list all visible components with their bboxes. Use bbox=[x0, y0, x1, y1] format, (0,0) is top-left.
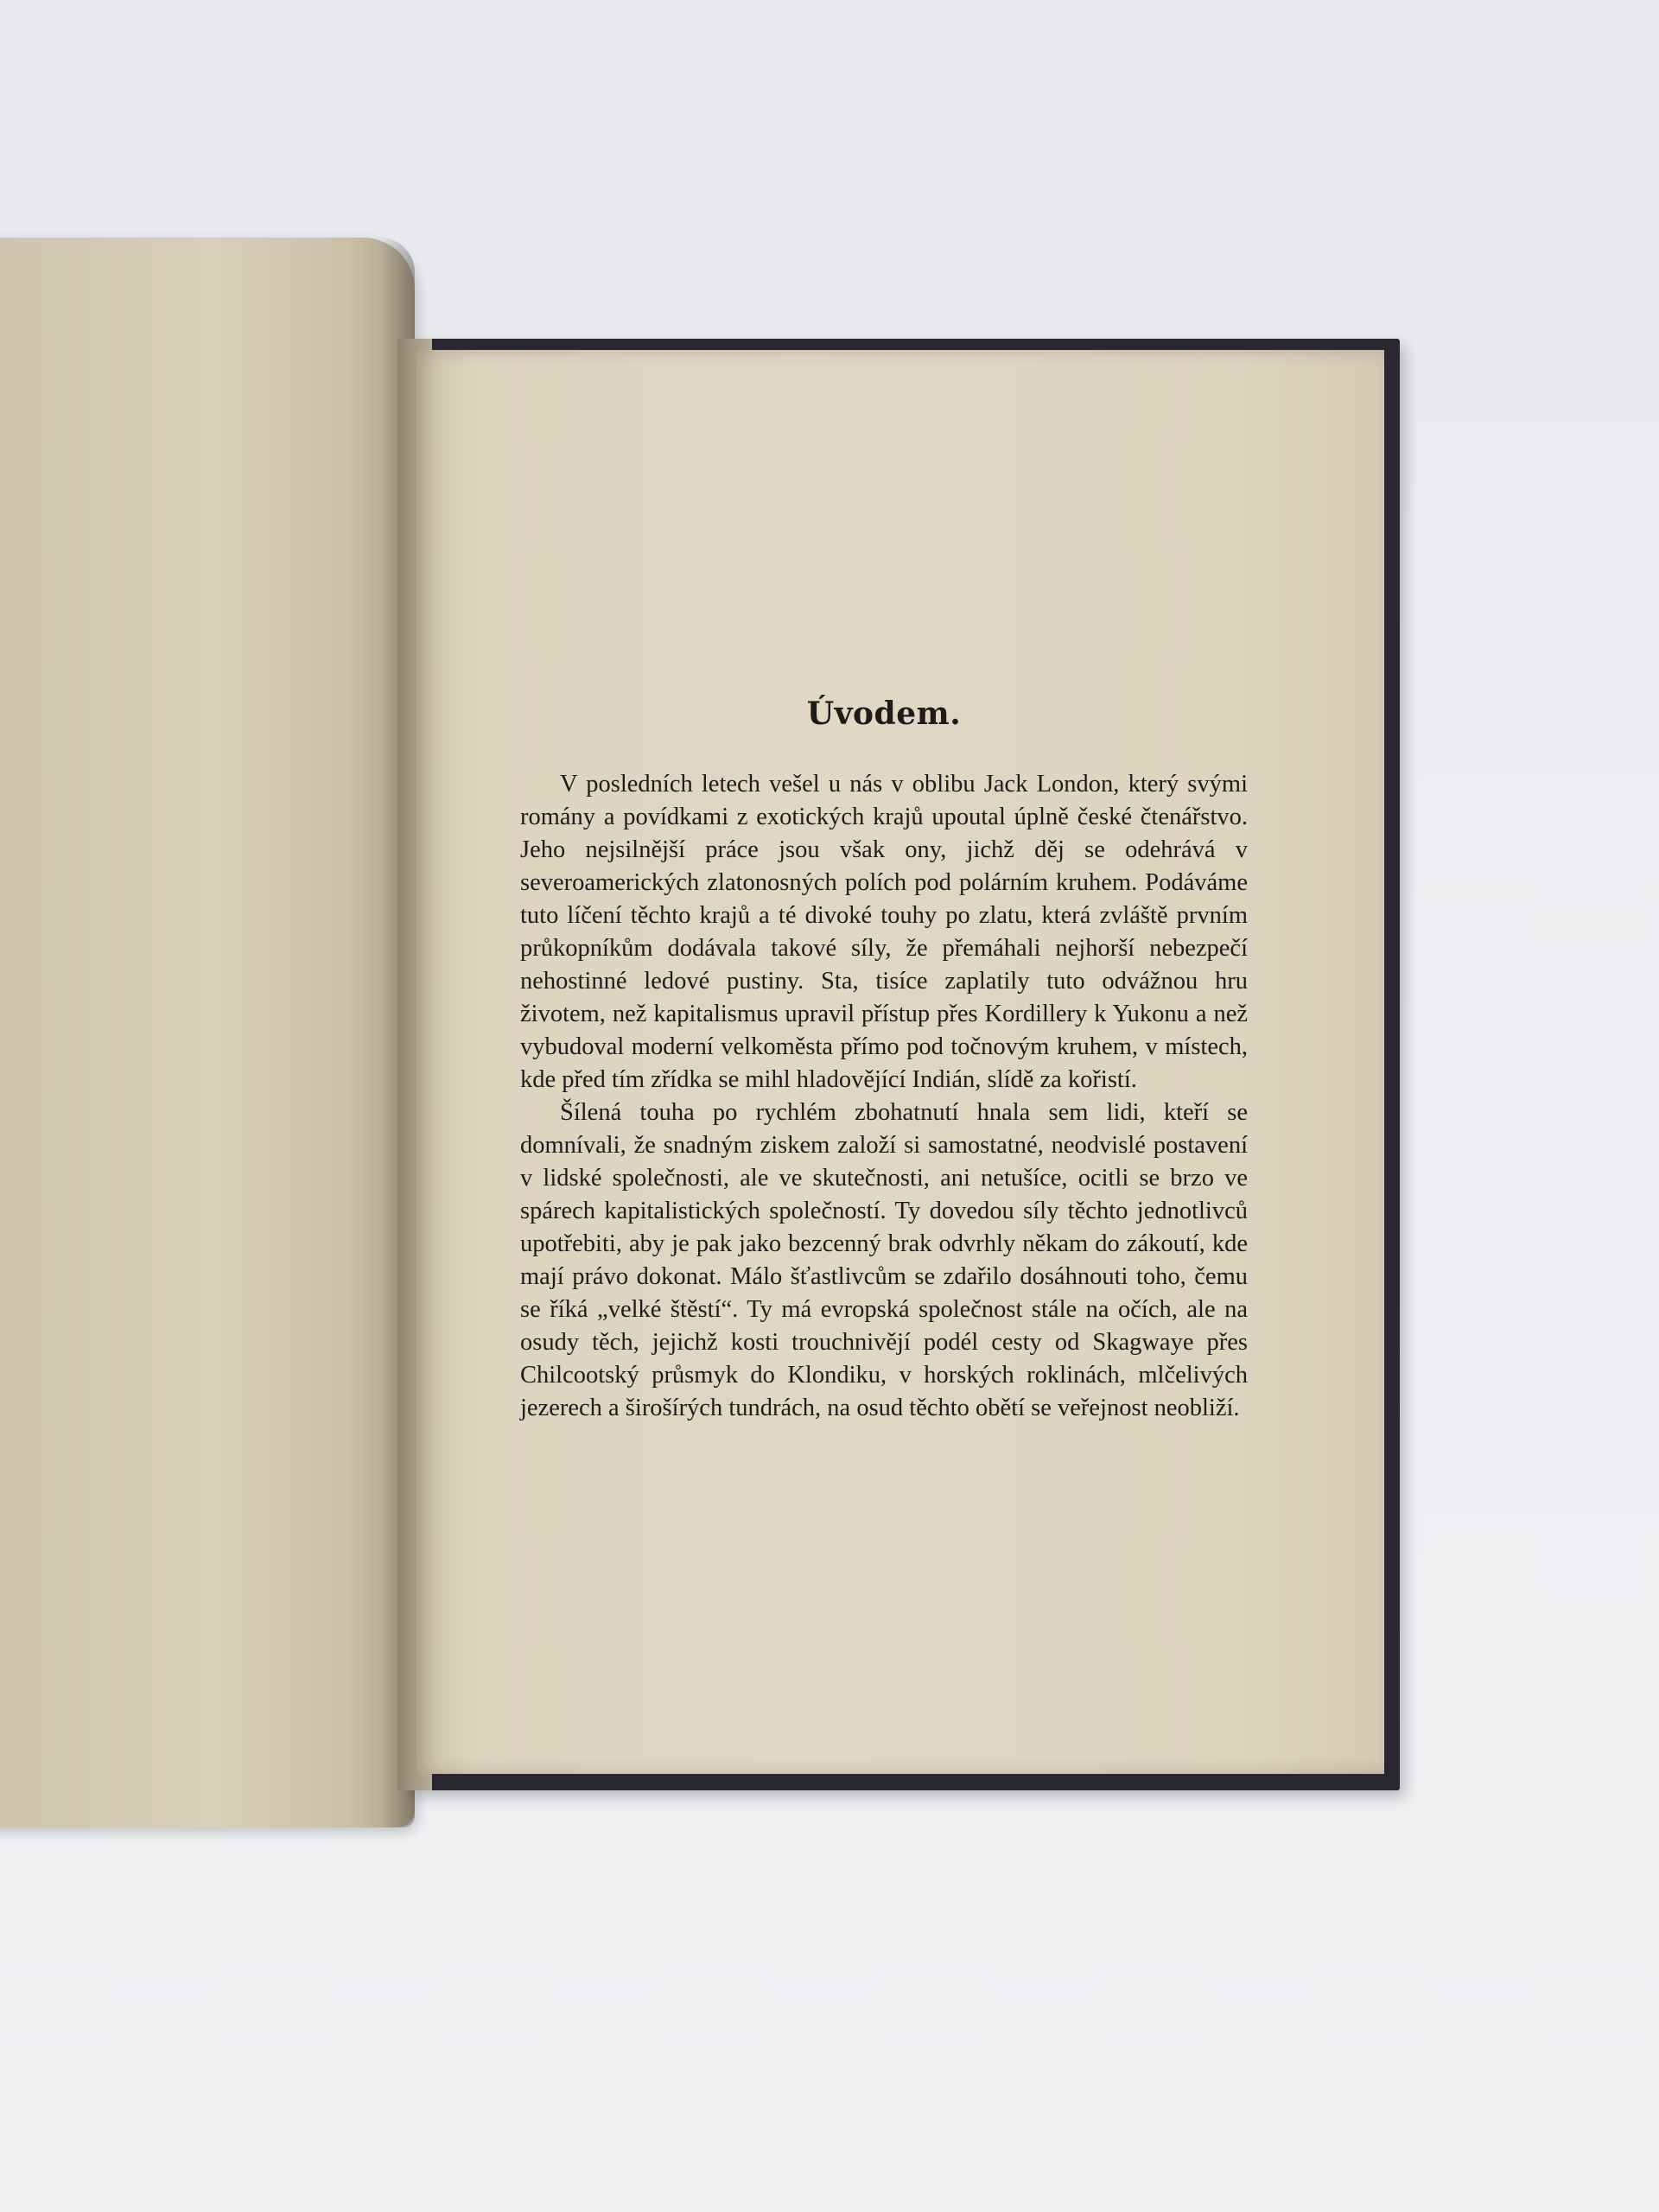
left-page bbox=[0, 238, 415, 1827]
paragraph-2: Šílená touha po rychlém zbohatnutí hnala sem lidi, kteří se domnívali, že snadným ziskem založí si samostatné, neodvislé postavení v lidské společnosti, ale ve skutečnosti, ani netušíce, ocitli se brzo ve spárech kapitalistických společností. Ty dovedou síly těchto jednotlivců upotřebiti, aby je pak jako bezcenný brak odvrhly někam do zákoutí, kde mají právo dokonat. Málo šťastlivcům se zdařilo dosáhnouti toho, čemu se říká „velké štěstí“. Ty má evropská společnost stále na očích, ale na osudy těch, jejichž kosti trouchnivějí podél cesty od Skagwaye přes Chilcootský průsmyk do Klondiku, v horských roklinách, mlčelivých jezerech a širošírých tundrách, na osud těchto obětí se veřejnost neobliží. bbox=[520, 1099, 1248, 1421]
page-title: Úvodem. bbox=[806, 696, 962, 732]
right-page bbox=[416, 350, 1384, 1774]
page-text-block bbox=[520, 696, 1248, 1425]
paragraph-1: V posledních letech vešel u nás v oblibu Jack London, který svými romány a povídkami z exotických krajů upoutal úplně české čtenářstvo. Jeho nejsilnější práce jsou však ony, jichž děj se odehrává v severoamerických zlatonosných polích pod polárním kruhem. Podáváme tuto líčení těchto krajů a té divoké touhy po zlatu, která zvláště prvním průkopníkům dodávala takové síly, že přemáhali nejhorší nebezpečí nehostinné ledové pustiny. Sta, tisíce zaplatily tuto odvážnou hru životem, než kapitalismus upravil přístup přes Kordillery k Yukonu a než vybudoval moderní velkoměsta přímo pod točnovým kruhem, v místech, kde před tím zřídka se mihl hladovějící Indián, slídě za kořistí. bbox=[520, 771, 1248, 1093]
